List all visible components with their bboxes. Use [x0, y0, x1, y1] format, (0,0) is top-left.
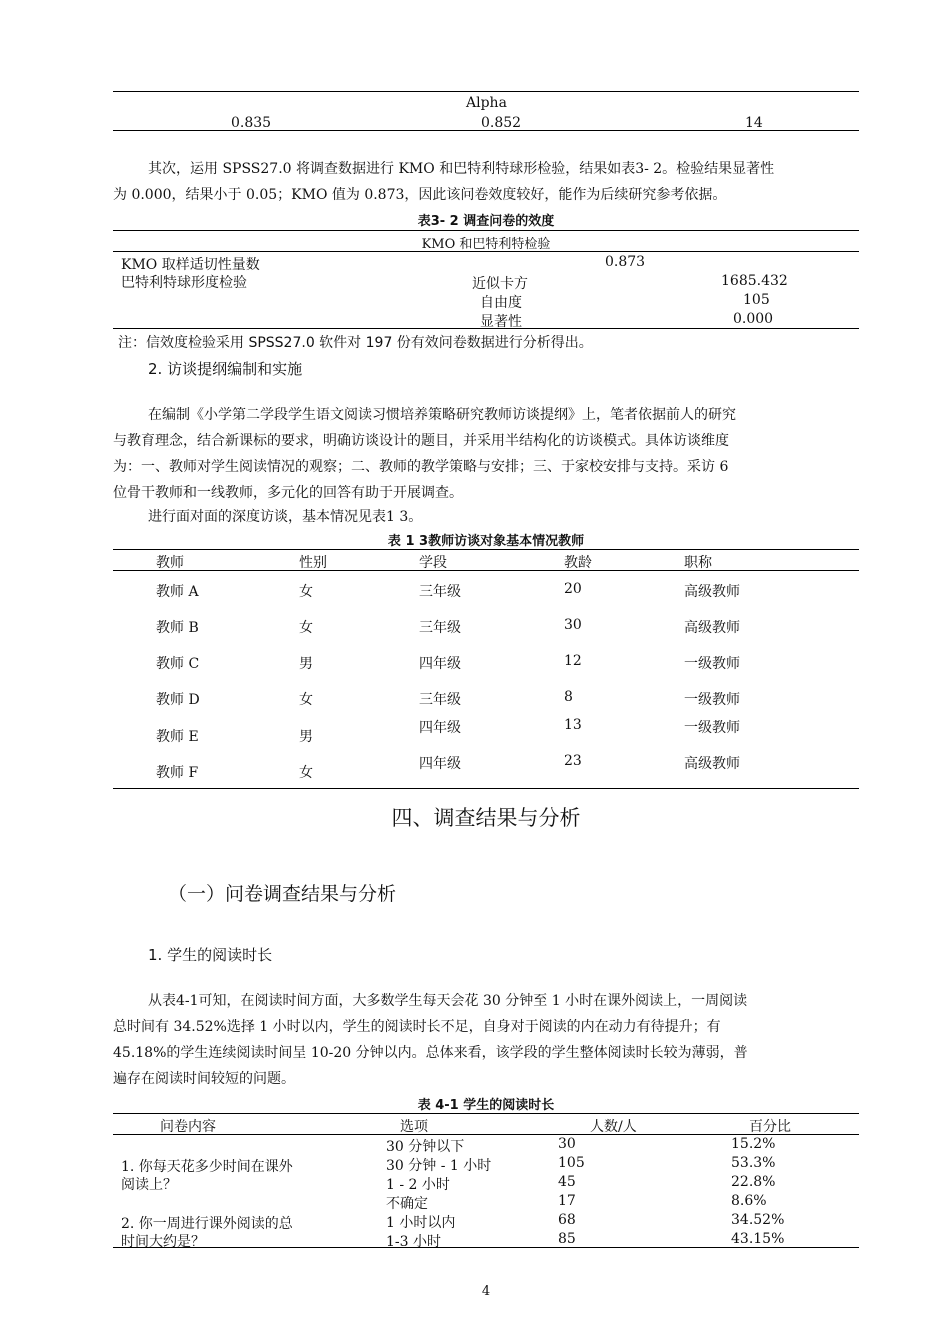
para2-line5: 进行面对面的深度访谈，基本情况见表1 3。	[148, 509, 423, 525]
teacher-name: 教师 B	[156, 620, 199, 636]
section2-title: 2. 访谈提纲编制和实施	[148, 360, 303, 378]
option-count: 105	[558, 1155, 585, 1171]
option-count: 68	[558, 1212, 576, 1228]
kmo-value: 0.873	[605, 254, 646, 270]
teacher-title: 高级教师	[684, 756, 740, 772]
option-percent: 15.2%	[731, 1136, 776, 1152]
teacher-gender: 女	[299, 620, 313, 636]
teacher-years: 23	[564, 753, 582, 769]
page-number: 4	[481, 1284, 491, 1299]
table41-top-rule	[113, 1113, 859, 1114]
option-count: 30	[558, 1136, 576, 1152]
teacher-title: 高级教师	[684, 584, 740, 600]
df-value: 105	[743, 292, 770, 308]
teacher-gender: 男	[299, 729, 313, 745]
option-label: 1 小时以内	[386, 1215, 456, 1231]
subsection-title: （一）问卷调查结果与分析	[168, 883, 397, 905]
chi-square-value: 1685.432	[721, 273, 788, 289]
alpha-value-1: 0.835	[231, 115, 272, 131]
para3-line3: 45.18%的学生连续阅读时间呈 10-20 分钟以内。总体来看，该学段的学生整体阅读时长较为薄弱，普	[113, 1045, 748, 1061]
teacher-grade: 三年级	[419, 584, 461, 600]
para3-line1: 从表4-1可知，在阅读时间方面，大多数学生每天会花 30 分钟至 1 小时在课外阅读上，一周阅读	[148, 993, 748, 1009]
table41-header-rule	[113, 1134, 859, 1135]
teacher-gender: 女	[299, 584, 313, 600]
table13-caption: 表 1 3教师访谈对象基本情况教师	[387, 534, 585, 549]
table-bottom-rule	[113, 130, 859, 131]
teacher-name: 教师 A	[156, 584, 199, 600]
option-label: 30 分钟以下	[386, 1139, 465, 1155]
teacher-years: 20	[564, 581, 582, 597]
teacher-name: 教师 D	[156, 692, 200, 708]
teacher-name: 教师 C	[156, 656, 200, 672]
sig-value: 0.000	[733, 311, 774, 327]
teacher-years: 12	[564, 653, 582, 669]
table32-header-rule	[113, 251, 859, 252]
table13-header-rule	[113, 570, 859, 571]
df-label: 自由度	[480, 295, 522, 311]
teacher-grade: 三年级	[419, 692, 461, 708]
para1-line2: 为 0.000，结果小于 0.05；KMO 值为 0.873，因此该问卷效度较好，能作为后续研究参考依据。	[113, 187, 727, 203]
section1-title: 1. 学生的阅读时长	[148, 946, 273, 964]
teacher-title: 一级教师	[684, 656, 740, 672]
table13-header-grade: 学段	[419, 555, 447, 571]
teacher-grade: 四年级	[419, 756, 461, 772]
table-top-rule	[113, 91, 859, 92]
para3-line2: 总时间有 34.52%选择 1 小时以内，学生的阅读时长不足，自身对于阅读的内在动力有待提升；有	[113, 1019, 721, 1035]
teacher-name: 教师 F	[156, 765, 199, 781]
teacher-grade: 四年级	[419, 720, 461, 736]
teacher-title: 高级教师	[684, 620, 740, 636]
question-2-line2: 时间大约是？	[121, 1234, 205, 1250]
table13-bottom-rule	[113, 788, 859, 789]
chi-square-label: 近似卡方	[472, 276, 528, 292]
table13-header-gender: 性别	[299, 555, 327, 571]
option-count: 17	[558, 1193, 576, 1209]
option-percent: 53.3%	[731, 1155, 776, 1171]
teacher-title: 一级教师	[684, 692, 740, 708]
teacher-grade: 三年级	[419, 620, 461, 636]
table41-caption: 表 4-1 学生的阅读时长	[417, 1098, 555, 1113]
teacher-gender: 女	[299, 692, 313, 708]
table13-header-years: 教龄	[564, 555, 592, 571]
para2-line3: 为：一、教师对学生阅读情况的观察；二、教师的教学策略与安排；三、于家校安排与支持。采访 6	[113, 459, 729, 475]
option-count: 85	[558, 1231, 576, 1247]
para2-line2: 与教育理念，结合新课标的要求，明确访谈设计的题目，并采用半结构化的访谈模式。具体访谈维度	[113, 433, 729, 449]
table32-caption: 表3- 2 调查问卷的效度	[417, 214, 555, 229]
table32-header: KMO 和巴特利特检验	[421, 237, 551, 252]
kmo-label: KMO 取样适切性量数	[121, 257, 260, 273]
para1-line1: 其次，运用 SPSS27.0 将调查数据进行 KMO 和巴特利特球形检验，结果如表3- 2。检验结果显著性	[148, 161, 775, 177]
para2-line4: 位骨干教师和一线教师，多元化的回答有助于开展调查。	[113, 485, 463, 501]
table41-header-question: 问卷内容	[160, 1119, 216, 1135]
table32-top-rule	[113, 230, 859, 231]
teacher-name: 教师 E	[156, 729, 199, 745]
question-1-line2: 阅读上？	[121, 1177, 177, 1193]
table41-header-option: 选项	[400, 1119, 428, 1135]
teacher-grade: 四年级	[419, 656, 461, 672]
table13-header-title: 职称	[684, 555, 712, 571]
option-count: 45	[558, 1174, 576, 1190]
teacher-years: 30	[564, 617, 582, 633]
bartlett-label: 巴特利特球形度检验	[121, 275, 247, 291]
question-1-line1: 1. 你每天花多少时间在课外	[121, 1159, 293, 1175]
option-label: 30 分钟 - 1 小时	[386, 1158, 492, 1174]
question-2-line1: 2. 你一周进行课外阅读的总	[121, 1216, 293, 1232]
teacher-gender: 男	[299, 656, 313, 672]
option-percent: 43.15%	[731, 1231, 785, 1247]
table41-bottom-rule	[113, 1247, 859, 1248]
option-percent: 34.52%	[731, 1212, 785, 1228]
alpha-value-2: 0.852	[481, 115, 522, 131]
alpha-header: Alpha	[466, 95, 507, 111]
table41-header-percent: 百分比	[749, 1119, 791, 1135]
option-percent: 8.6%	[731, 1193, 767, 1209]
para3-line4: 遍存在阅读时间较短的问题。	[113, 1071, 295, 1087]
teacher-gender: 女	[299, 765, 313, 781]
table32-note: 注：信效度检验采用 SPSS27.0 软件对 197 份有效问卷数据进行分析得出。	[118, 335, 593, 351]
table32-bottom-rule	[113, 328, 859, 329]
teacher-years: 8	[564, 689, 573, 705]
sig-label: 显著性	[480, 314, 522, 330]
option-label: 1 - 2 小时	[386, 1177, 450, 1193]
option-label: 不确定	[386, 1196, 428, 1212]
table41-header-count: 人数/人	[590, 1119, 637, 1135]
table13-header-teacher: 教师	[156, 555, 184, 571]
table13-top-rule	[113, 549, 859, 550]
para2-line1: 在编制《小学第二学段学生语文阅读习惯培养策略研究教师访谈提纲》上，笔者依据前人的研究	[148, 407, 736, 423]
option-label: 1-3 小时	[386, 1234, 441, 1250]
teacher-title: 一级教师	[684, 720, 740, 736]
option-percent: 22.8%	[731, 1174, 776, 1190]
alpha-value-3: 14	[745, 115, 763, 131]
teacher-years: 13	[564, 717, 582, 733]
chapter-title: 四、调查结果与分析	[391, 806, 581, 830]
